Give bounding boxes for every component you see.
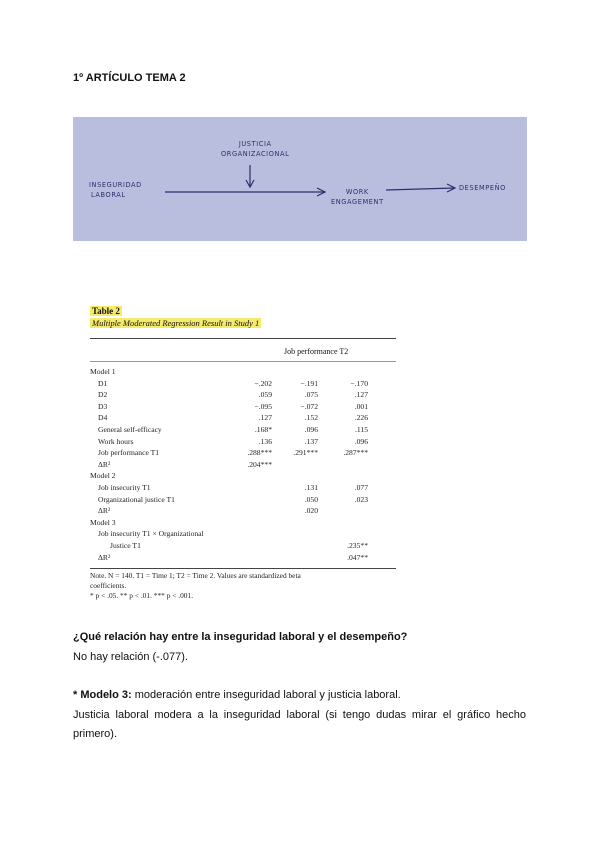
table-row-label: ΔR² [98, 459, 111, 469]
table-cell: −.170 [350, 378, 368, 388]
table-cell: .204*** [247, 459, 272, 469]
table-cell: .096 [354, 436, 368, 446]
arrow-engagement-to-performance [386, 188, 455, 190]
table-cell: .059 [258, 390, 272, 400]
table-cell: .115 [354, 425, 368, 434]
table-note: Note. N = 140. T1 = Time 1; T2 = Time 2. Values are standardized beta coefficients. * p < .05. ** p < .01. *** p < .001. [90, 571, 301, 600]
diagram-photo [73, 117, 527, 241]
table-row-label: ΔR² [98, 506, 111, 516]
table-cell: −.191 [300, 378, 318, 388]
table-row-label: D1 [98, 378, 108, 388]
table-row-label: D3 [98, 401, 108, 411]
model3-line [73, 686, 401, 705]
model3-description: moderación entre inseguridad laboral y justicia laboral. [131, 689, 401, 701]
diagram-arrows [73, 117, 527, 241]
table-cell: .127 [354, 390, 368, 400]
node-desempeno: DESEMPEÑO [459, 184, 506, 192]
table-subheader: Job performance T2 [284, 347, 349, 356]
table-row-label: D2 [98, 390, 108, 400]
table-row-label: Work hours [98, 436, 134, 446]
model3-label: * Modelo 3: [73, 689, 132, 701]
table-cell: .096 [304, 425, 318, 434]
table-row-label: Organizational justice T1 [98, 494, 175, 504]
table-row-label: Job performance T1 [98, 448, 160, 458]
table-row-label: General self-efficacy [98, 425, 162, 434]
table-cell: .152 [304, 413, 318, 423]
node-work-engagement: WORK ENGAGEMENT [331, 188, 384, 206]
table-cell: −.095 [254, 401, 272, 411]
table-row-label: Job insecurity T1 [98, 483, 151, 492]
table-cell: .001 [354, 401, 368, 411]
table-cell: .127 [258, 413, 272, 423]
table-cell: .075 [304, 390, 318, 400]
node-justicia: JUSTICIA ORGANIZACIONAL [221, 140, 290, 158]
table-cell: .050 [304, 494, 318, 504]
table-row-label: ΔR² [98, 552, 111, 562]
table-row-label: Model 1 [90, 367, 116, 376]
table-cell: .288*** [247, 448, 272, 458]
conclusion-text: Justicia laboral modera a la inseguridad laboral (si tengo dudas mirar el gráfico hecho primero). [73, 709, 526, 740]
table-caption: Multiple Moderated Regression Result in Study 1 [92, 318, 260, 328]
regression-table [88, 303, 400, 603]
table-cell: .131 [304, 483, 318, 492]
table-cell: −.202 [254, 378, 272, 388]
table-cell: .023 [354, 494, 368, 504]
table-cell: .168* [254, 425, 272, 434]
table-row-label: Model 3 [90, 517, 116, 527]
table-row-label: D4 [98, 413, 108, 423]
table-header-rule [90, 361, 396, 362]
table-cell: .136 [258, 436, 272, 446]
table-row-label: Model 2 [90, 471, 116, 481]
table-cell: .287*** [343, 448, 368, 458]
table-cell: .137 [304, 436, 318, 446]
table-label: Table 2 [92, 306, 120, 316]
table-cell: .047** [347, 552, 368, 562]
table-bottom-rule [90, 568, 396, 569]
question-text: ¿Qué relación hay entre la inseguridad laboral y el desempeño? [73, 631, 408, 643]
node-inseguridad: INSEGURIDAD LABORAL [89, 181, 142, 199]
table-top-rule [90, 338, 396, 339]
table-row-label: Justice T1 [110, 541, 141, 550]
table-cell: .291*** [293, 448, 318, 458]
table-cell: −.072 [300, 401, 318, 411]
answer-text: No hay relación (-.077). [73, 651, 188, 663]
table-cell: .235** [347, 541, 368, 550]
table-cell: .077 [354, 483, 368, 492]
table-row-label: Job insecurity T1 × Organizational [98, 529, 204, 539]
table-cell: .226 [354, 413, 368, 423]
page-heading: 1º ARTÍCULO TEMA 2 [73, 72, 186, 84]
table-cell: .020 [304, 506, 318, 516]
